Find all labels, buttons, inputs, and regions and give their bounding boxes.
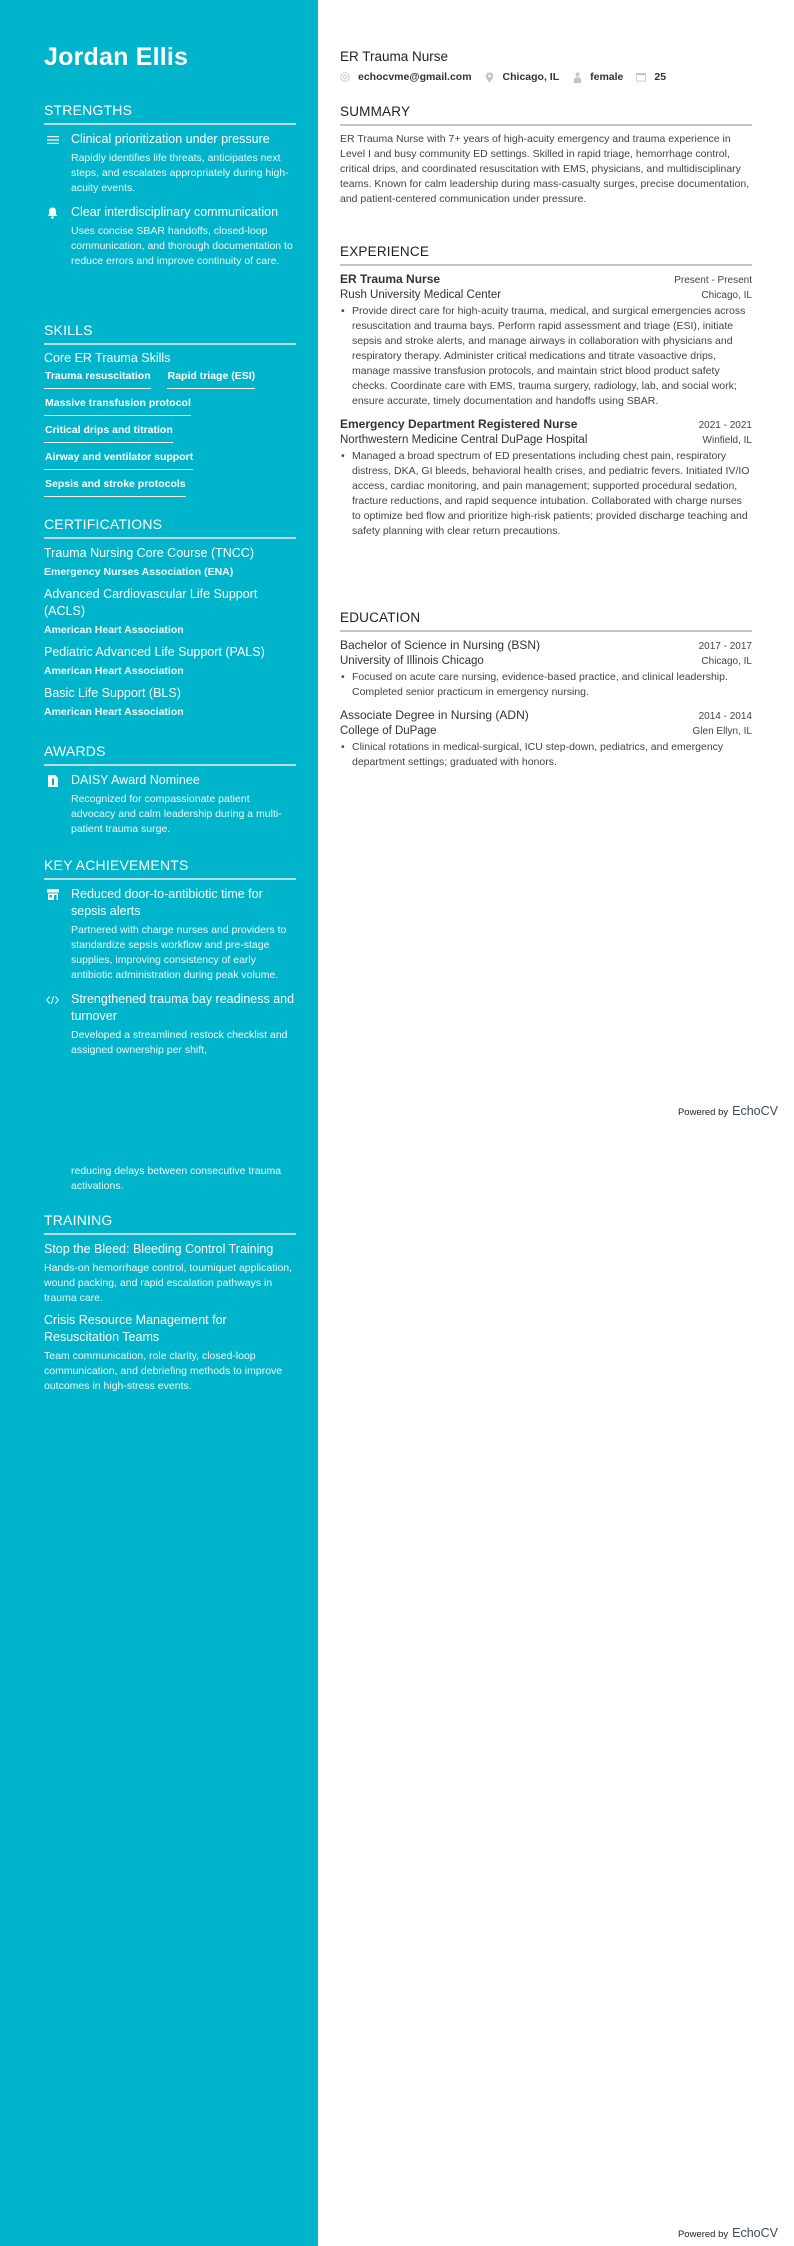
calendar-icon [636,72,646,82]
award-desc: Recognized for compassionate patient advocacy and calm leadership during a multi-patient trauma surge. [71,793,282,835]
organization: Rush University Medical Center [340,289,502,301]
achievement-desc-continued: reducing delays between consecutive trauma activations. [71,1165,282,1192]
training-desc: Team communication, role clarity, closed-loop communication, and debriefing methods to improve outcomes in high-stress events. [44,1350,283,1392]
store-icon [46,888,59,901]
contact-gender [572,71,623,83]
skills-list [44,369,296,504]
achievement-desc: Developed a streamlined restock checklist and assigned ownership per shift, [71,1029,288,1056]
description-bullet: • Clinical rotations in medical-surgical, ICU step-down, pediatrics, and emergency department settings; graduated with honors. [340,740,752,770]
training-item [44,1241,296,1306]
powered-by-label: Powered by [677,1107,729,1118]
training-section [44,1212,296,1400]
role-title: ER Trauma Nurse [340,272,441,286]
achievement-title: Reduced door-to-antibiotic time for sepsis alerts [71,887,263,918]
cert-org: American Heart Association [44,624,184,636]
divider [44,878,296,880]
education-section [340,610,752,770]
brand-link[interactable]: EchoCV [732,1104,778,1118]
achievement-desc-continued-block [44,1164,296,1194]
powered-by-label: Powered by [677,2229,729,2240]
divider [44,1233,296,1235]
achievement-item [44,991,296,1058]
section-title-summary: SUMMARY [340,104,411,119]
training-desc: Hands-on hemorrhage control, tourniquet application, wound packing, and rapid escalation pathways in trauma care. [44,1262,293,1304]
section-title-experience: EXPERIENCE [340,244,430,259]
education-item [340,708,752,770]
divider [44,123,296,125]
skill-tag: Trauma resuscitation [44,369,151,389]
description-bullet: • Managed a broad spectrum of ED presentations including chest pain, respiratory distress, DKA, GI bleeds, behavioral health crises, and pediatric fevers. Initiated IV/IO access, cardiac monitoring, and pain management; supported procedural sedation, fracture reductions, and rapid sequence intubation. Collaborated with charge nurses to optimize bed flow and prioritize high-risk patients; provided discharge teaching and safety planning with clear return precautions. [340,449,752,539]
cert-item [44,685,296,720]
section-title-certifications: CERTIFICATIONS [44,516,163,532]
skill-tag: Critical drips and titration [44,423,173,443]
training-item [44,1312,296,1394]
achievement-item-continued [44,1164,296,1194]
skill-tag: Rapid triage (ESI) [167,369,256,389]
skill-tag: Sepsis and stroke protocols [44,477,186,497]
strength-item [44,131,296,196]
cert-item [44,644,296,679]
achievement-desc: Partnered with charge nurses and providers to standardize sepsis workflow and pre-stage supplies, improving consistency of early antibiotic administration during peak volume. [71,924,287,981]
section-title-training: TRAINING [44,1212,113,1228]
candidate-name: Jordan Ellis [44,43,189,71]
job-title: ER Trauma Nurse [340,49,449,64]
cert-org: Emergency Nurses Association (ENA) [44,566,234,578]
strength-desc: Rapidly identifies life threats, anticipates next steps, and escalates appropriately during high-acuity events. [71,152,289,194]
strength-desc: Uses concise SBAR handoffs, closed-loop communication, and thorough documentation to reduce errors and improve continuity of care. [71,225,293,267]
degree: Associate Degree in Nursing (ADN) [340,708,529,722]
achievement-item [44,886,296,983]
award-title: DAISY Award Nominee [71,773,200,787]
header [340,49,752,83]
strength-item [44,204,296,269]
powered-by-footer-page1 [678,1104,778,1118]
brand-link[interactable]: EchoCV [732,2226,778,2240]
date-range: 2014 - 2014 [698,711,752,722]
powered-by-footer-page2 [678,2226,778,2240]
degree: Bachelor of Science in Nursing (BSN) [340,638,541,652]
school: College of DuPage [340,725,437,737]
date-range: Present - Present [674,275,752,286]
cert-org: American Heart Association [44,706,184,718]
contact-email [340,71,472,83]
date-range: 2021 - 2021 [698,420,752,431]
summary-text: ER Trauma Nurse with 7+ years of high-acuity emergency and trauma experience in Level I and busy community ED settings. Skilled in rapid triage, hemorrhage control, critical drips, and coordinated resuscitation with EMS, physicians, and multidisciplinary teams. Known for calm leadership during mass-casualty surges, precise documentation, and patient-centered communication under pressure. [340,133,750,205]
cert-org: American Heart Association [44,665,184,677]
email-text: echocvme@gmail.com [358,71,472,83]
experience-item [340,417,752,539]
contact-age [636,71,666,83]
education-item [340,638,752,700]
section-title-achievements: KEY ACHIEVEMENTS [44,857,189,873]
organization: Northwestern Medicine Central DuPage Hospital [340,434,588,446]
section-title-awards: AWARDS [44,743,106,759]
contact-location [485,71,560,83]
location: Glen Ellyn, IL [692,726,752,737]
cert-name: Basic Life Support (BLS) [44,686,181,700]
achievements-section [44,857,296,1066]
document-award-icon [46,774,59,787]
summary-section [340,104,752,207]
divider [340,124,752,126]
achievement-title: Strengthened trauma bay readiness and turnover [71,992,295,1023]
map-pin-icon [485,72,495,82]
menu-lines-icon [46,133,59,146]
strength-title: Clear interdisciplinary communication [71,205,279,219]
training-title: Stop the Bleed: Bleeding Control Training [44,1242,274,1256]
location-text: Chicago, IL [502,71,560,83]
divider [44,764,296,766]
awards-section [44,743,296,845]
role-title: Emergency Department Registered Nurse [340,417,578,431]
code-icon [46,993,59,1006]
school: University of Illinois Chicago [340,655,484,667]
skills-section [44,322,296,504]
description-bullet: • Provide direct care for high-acuity trauma, medical, and surgical emergencies across resuscitation and trauma bays. Perform rapid assessment and triage (ESI), initiate sepsis and stroke alerts, and manage airways in collaboration with physicians and respiratory therapy. Administer critical medications and titrate vasoactive drips, manage massive transfusion protocols, and maintain strict blood product safety checks. Coordinate care with EMS, trauma surgery, radiology, lab, and social work; ensure accurate, timely documentation and handoffs using SBAR. [340,304,752,409]
divider [340,630,752,632]
cert-name: Advanced Cardiovascular Life Support (ACLS) [44,587,258,618]
certifications-section [44,516,296,726]
sidebar [0,0,318,2246]
divider [340,264,752,266]
location: Chicago, IL [701,656,752,667]
divider [44,343,296,345]
main-content [318,0,794,2246]
contact-info [340,71,752,83]
person-icon [572,72,582,82]
at-icon [340,72,350,82]
location: Winfield, IL [702,435,752,446]
cert-name: Pediatric Advanced Life Support (PALS) [44,645,265,659]
section-title-education: EDUCATION [340,610,421,625]
bell-icon [46,206,59,219]
skill-group-title: Core ER Trauma Skills [44,351,171,365]
strengths-section [44,102,296,277]
section-title-strengths: STRENGTHS [44,102,133,118]
award-item [44,772,296,837]
skill-tag: Massive transfusion protocol [44,396,191,416]
age-text: 25 [654,71,667,83]
cert-item [44,586,296,638]
cert-name: Trauma Nursing Core Course (TNCC) [44,546,254,560]
cert-item [44,545,296,580]
experience-item [340,272,752,409]
description-bullet: • Focused on acute care nursing, evidence-based practice, and clinical leadership. Completed senior practicum in emergency nursing. [340,670,752,700]
training-title: Crisis Resource Management for Resuscitation Teams [44,1313,227,1344]
experience-section [340,244,752,539]
skill-tag: Airway and ventilator support [44,450,193,470]
strength-title: Clinical prioritization under pressure [71,132,270,146]
location: Chicago, IL [701,290,752,301]
gender-text: female [590,71,624,83]
date-range: 2017 - 2017 [698,641,752,652]
section-title-skills: SKILLS [44,322,93,338]
divider [44,537,296,539]
